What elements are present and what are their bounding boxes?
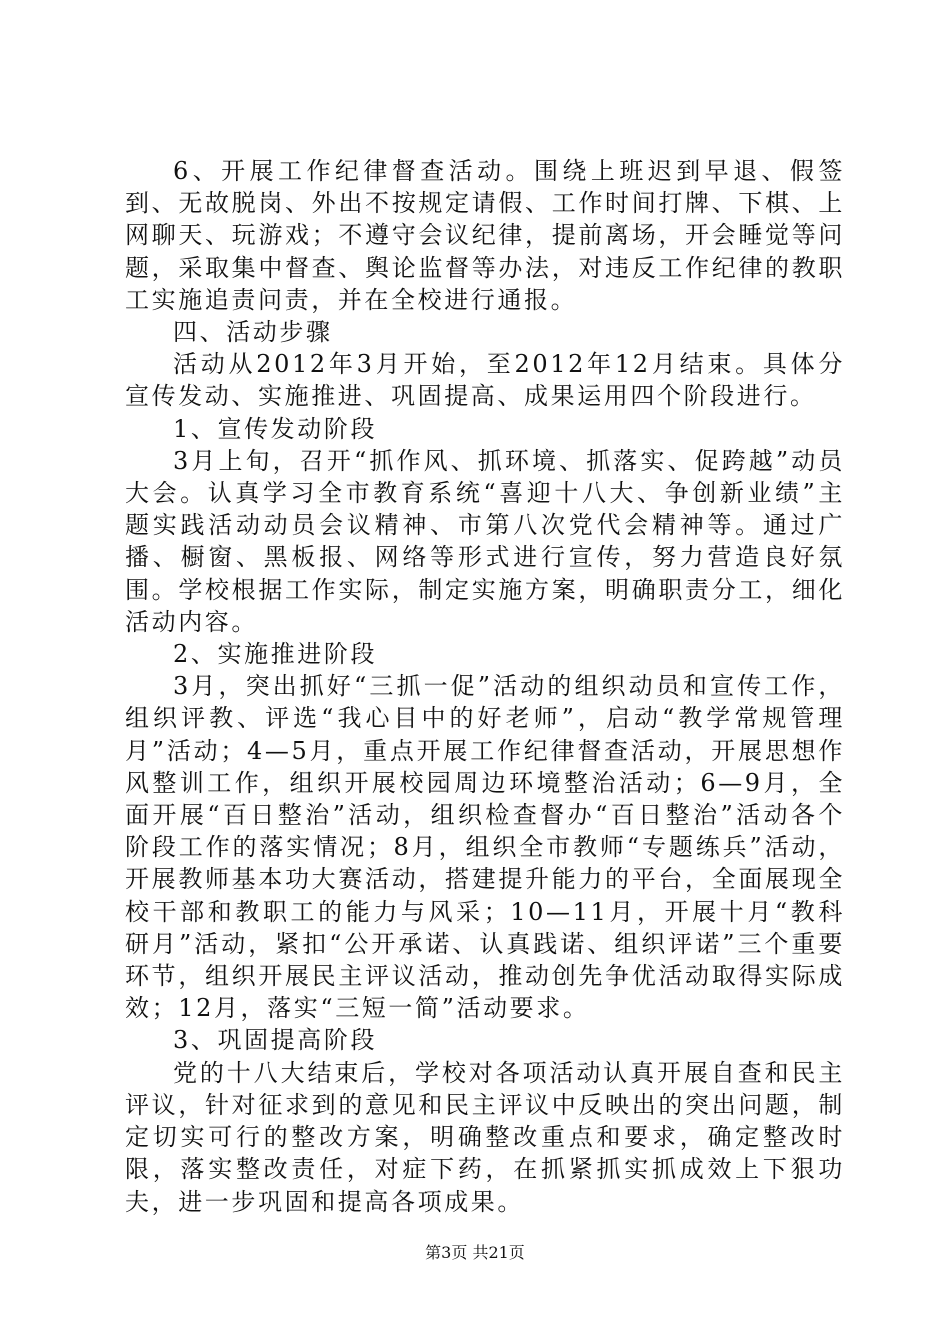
page-footer: 第3页 共21页 bbox=[425, 1243, 525, 1262]
paragraph-publicity-stage: 3月上旬，召开“抓作风、抓环境、抓落实、促跨越”动员大会。认真学习全市教育系统“喜迎十八大、争创新业绩”主题实践活动动员会议精神、市第八次党代会精神等。通过广播、橱窗、黑板报、网络等形式进行宣传，努力营造良好氛围。学校根据工作实际，制定实施方案，明确职责分工，细化活动内容。 bbox=[125, 446, 845, 636]
subheading-publicity-stage: 1、宣传发动阶段 bbox=[173, 414, 378, 443]
section-heading-activity-steps: 四、活动步骤 bbox=[173, 318, 333, 347]
paragraph-implementation-stage: 3月，突出抓好“三抓一促”活动的组织动员和宣传工作，组织评教、评选“我心目中的好老师”，启动“教学常规管理月”活动；4—5月，重点开展工作纪律督查活动，开展思想作风整训工作，组织开展校园周边环境整治活动；6—9月，全面开展“百日整治”活动，组织检查督办“百日整治”活动各个阶段工作的落实情况；8月，组织全市教师“专题练兵”活动，开展教师基本功大赛活动，搭建提升能力的平台，全面展现全校干部和教职工的能力与风采；10—11月，开展十月“教科研月”活动，紧扣“公开承诺、认真践诺、组织评诺”三个重要环节，组织开展民主评议活动，推动创先争优活动取得实际成效；12月，落实“三短一简”活动要求。 bbox=[125, 672, 845, 1023]
paragraph-work-discipline: 6、开展工作纪律督查活动。围绕上班迟到早退、假签到、无故脱岗、外出不按规定请假、工作时间打牌、下棋、上网聊天、玩游戏；不遵守会议纪律，提前离场，开会睡觉等问题，采取集中督查、舆论监督等办法，对违反工作纪律的教职工实施追责问责，并在全校进行通报。 bbox=[125, 157, 845, 314]
subheading-consolidation-stage: 3、巩固提高阶段 bbox=[173, 1026, 378, 1055]
paragraph-consolidation-stage: 党的十八大结束后，学校对各项活动认真开展自查和民主评议，针对征求到的意见和民主评议中反映出的突出问题，制定切实可行的整改方案，明确整改重点和要求，确定整改时限，落实整改责任，对症下药，在抓紧抓实抓成效上下狠功夫，进一步巩固和提高各项成果。 bbox=[125, 1058, 845, 1216]
paragraph-activity-timeline: 活动从2012年3月开始，至2012年12月结束。具体分宣传发动、实施推进、巩固提高、成果运用四个阶段进行。 bbox=[125, 350, 845, 411]
document-body bbox=[125, 155, 845, 1218]
subheading-implementation-stage: 2、实施推进阶段 bbox=[173, 640, 378, 669]
